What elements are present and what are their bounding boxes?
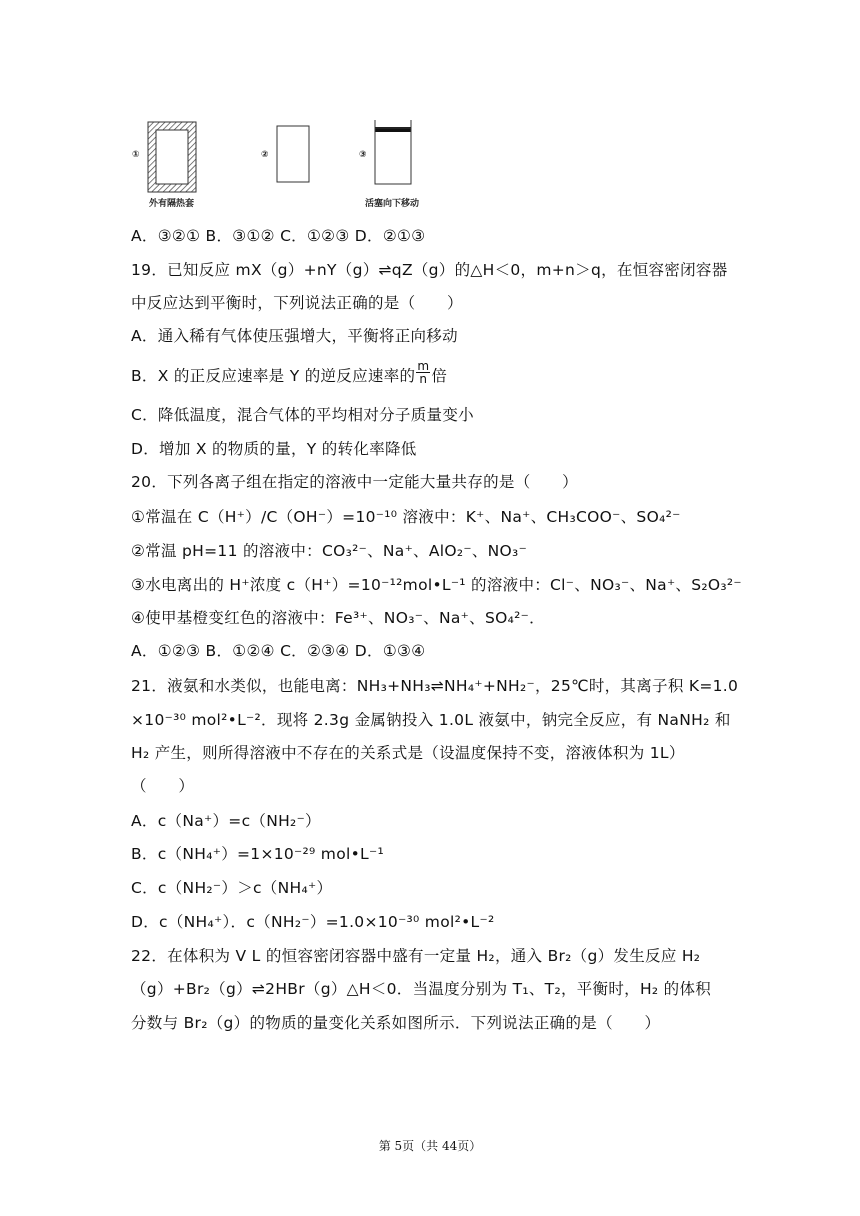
fraction-m-over-n [416, 360, 430, 385]
fraction-numerator: m [417, 359, 430, 373]
q19-option-a: A．通入稀有气体使压强增大，平衡将正向移动 [131, 327, 458, 345]
q18-options: A．③②① B．③①② C．①②③ D．②①③ [131, 227, 426, 245]
fraction-denominator: n [419, 372, 428, 386]
q21-option-c: C．c（NH₂⁻）＞c（NH₄⁺） [131, 879, 333, 897]
q22-stem-line1: 22．在体积为 V L 的恒容密闭容器中盛有一定量 H₂，通入 Br₂（g）发生反应 H₂ [131, 947, 701, 965]
q19-option-c: C．降低温度，混合气体的平均相对分子质量变小 [131, 406, 474, 424]
q22-stem-line2: （g）+Br₂（g）⇌2HBr（g）△H＜0．当温度分别为 T₁、T₂，平衡时，H₂ 的体积 [131, 980, 712, 998]
q19-stem-line1: 19．已知反应 mX（g）+nY（g）⇌qZ（g）的△H＜0，m+n＞q，在恒容密闭容器 [131, 261, 728, 279]
page-footer: 第 5页（共 44页） [378, 1139, 482, 1153]
piston-container-diagram [375, 120, 411, 184]
q21-stem-line3: H₂ 产生，则所得溶液中不存在的关系式是（设温度保持不变，溶液体积为 1L） [131, 744, 685, 762]
q21-stem-line2: ×10⁻³⁰ mol²•L⁻²．现将 2.3g 金属钠投入 1.0L 液氨中，钠完全反应，有 NaNH₂ 和 [131, 711, 731, 729]
q21-option-a: A．c（Na⁺）=c（NH₂⁻） [131, 812, 321, 830]
q20-options: A．①②③ B．①②④ C．②③④ D．①③④ [131, 642, 426, 660]
q20-statement-2: ②常温 pH=11 的溶液中：CO₃²⁻、Na⁺、AlO₂⁻、NO₃⁻ [131, 542, 528, 560]
figure-caption-3: 活塞向下移动 [365, 199, 420, 209]
figure-label-1: ① [132, 150, 140, 160]
closed-container-diagram [277, 126, 309, 182]
q21-option-b: B．c（NH₄⁺）=1×10⁻²⁹ mol•L⁻¹ [131, 845, 384, 863]
q21-stem-line4: （ ） [131, 777, 195, 795]
q20-statement-4: ④使甲基橙变红色的溶液中：Fe³⁺、NO₃⁻、Na⁺、SO₄²⁻． [131, 609, 545, 627]
q19-stem-line2: 中反应达到平衡时，下列说法正确的是（ ） [131, 294, 463, 312]
insulated-container-diagram [148, 122, 196, 192]
q19-option-b-suffix: 倍 [431, 367, 448, 385]
q19-option-d: D．增加 X 的物质的量，Y 的转化率降低 [131, 440, 417, 458]
q19-option-b [131, 359, 448, 389]
figure-label-2: ② [261, 150, 269, 160]
q18-figures [131, 116, 441, 212]
figure-label-3: ③ [359, 150, 367, 160]
q20-statement-1: ①常温在 C（H⁺）/C（OH⁻）=10⁻¹⁰ 溶液中：K⁺、Na⁺、CH₃COO⁻、SO₄²⁻ [131, 508, 681, 526]
q21-option-d: D．c（NH₄⁺）．c（NH₂⁻）=1.0×10⁻³⁰ mol²•L⁻² [131, 913, 495, 931]
q20-stem: 20．下列各离子组在指定的溶液中一定能大量共存的是（ ） [131, 473, 578, 491]
figure-caption-1: 外有隔热套 [149, 199, 195, 209]
q19-option-b-text: B．X 的正反应速率是 Y 的逆反应速率的 [131, 367, 416, 385]
q21-stem-line1: 21．液氨和水类似，也能电离：NH₃+NH₃⇌NH₄⁺+NH₂⁻，25℃时，其离子积 K=1.0 [131, 677, 739, 695]
q22-stem-line3: 分数与 Br₂（g）的物质的量变化关系如图所示．下列说法正确的是（ ） [131, 1014, 661, 1032]
q20-statement-3: ③水电离出的 H⁺浓度 c（H⁺）=10⁻¹²mol•L⁻¹ 的溶液中：Cl⁻、NO₃⁻、Na⁺、S₂O₃²⁻ [131, 576, 742, 594]
